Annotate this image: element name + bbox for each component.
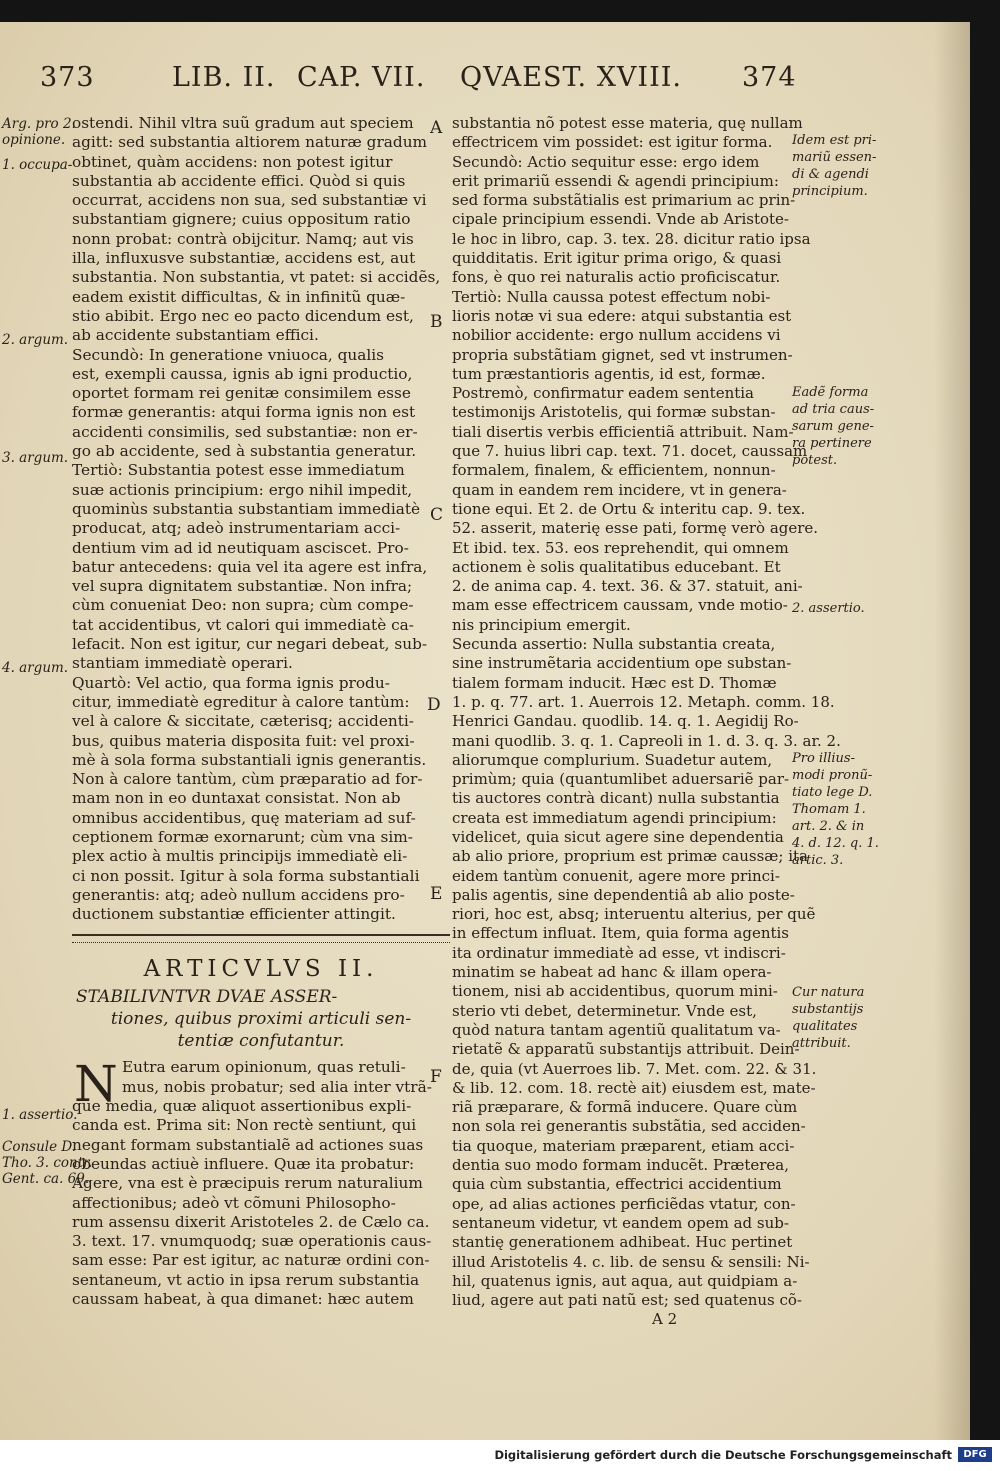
text-line: de, quia (vt Auerroes lib. 7. Met. com. 22. & 31. — [452, 1059, 817, 1078]
text-line: in effectum influat. Item, quia forma agentis — [452, 924, 790, 943]
text-line: vel supra dignitatem substantiæ. Non infra; — [72, 577, 413, 596]
page-gutter-shadow — [934, 22, 970, 1440]
text-line: Secundò: Actio sequitur esse: ergo idem — [452, 152, 760, 171]
margin-note-line: 4. d. 12. q. 1. — [792, 836, 879, 851]
text-line: nonn probat: contrà obijcitur. Namq; aut vis — [72, 229, 414, 248]
article-title: ARTICVLVS II. — [143, 956, 379, 983]
text-line: 2. de anima cap. 4. text. 36. & 37. statuit, ani- — [452, 577, 803, 596]
text-line: liud, agere aut pati natũ est; sed quatenus cõ- — [452, 1291, 802, 1310]
section-letter-d: D — [427, 695, 441, 715]
text-line: producat, atq; adeò instrumentariam acci- — [72, 519, 401, 538]
signature-mark: A 2 — [652, 1310, 678, 1329]
text-line: Quartò: Vel actio, qua forma ignis produ- — [72, 673, 390, 692]
text-line: tat accidentibus, vt calori qui immediatè ca- — [72, 615, 414, 634]
text-line: cipale principium essendi. Vnde ab Aristote- — [452, 210, 789, 229]
text-line: sam esse: Par est igitur, ac naturæ ordini con- — [72, 1251, 430, 1270]
text-line: que 7. huius libri cap. text. 71. docet, caussam — [452, 442, 808, 461]
margin-note-line: potest. — [792, 453, 838, 468]
text-line: caussam habeat, à qua dimanet: hæc autem — [72, 1290, 414, 1309]
ornamental-rule — [72, 928, 450, 950]
text-line: ductionem substantiæ efficienter attingit. — [72, 905, 396, 924]
text-line: Tertiò: Substantia potest esse immediatum — [72, 461, 405, 480]
text-line: que media, quæ aliquot assertionibus expli- — [72, 1097, 412, 1116]
text-line: ab accidente substantiam effici. — [72, 326, 319, 345]
text-line: 52. asserit, materię esse pati, formę verò agere. — [452, 519, 819, 538]
margin-note-line: principium. — [792, 184, 868, 199]
header-chapter: CAP. VII. — [297, 62, 426, 93]
right-margin-note — [792, 132, 912, 200]
header-book: LIB. II. — [172, 62, 276, 93]
margin-note-line: 3. argum. — [2, 450, 69, 466]
margin-note-line: 2. assertio. — [792, 601, 865, 616]
text-line: Agere, vna est è præcipuis rerum naturalium — [72, 1174, 423, 1193]
margin-note-line: 1. occupa- — [2, 157, 73, 173]
right-margin-note — [792, 750, 912, 869]
text-line: actionem è solis qualitatibus educebant. Et — [452, 557, 781, 576]
text-line: Henrici Gandau. quodlib. 14. q. 1. Aegidij Ro- — [452, 712, 799, 731]
text-line: tia quoque, materiam præparent, etiam acci- — [452, 1136, 795, 1155]
text-line: hil, quatenus ignis, aut aqua, aut quidpiam a- — [452, 1271, 798, 1290]
text-line: oportet formam rei genitæ consimilem esse — [72, 384, 411, 403]
text-line: illud Aristotelis 4. c. lib. de sensu & sensili: Ni- — [452, 1252, 810, 1271]
text-line: stantiam immediatè operari. — [72, 654, 293, 673]
text-line: formæ generantis: atqui forma ignis non est — [72, 403, 416, 422]
right-margin-note — [792, 600, 912, 617]
margin-note-line: opinione. — [2, 132, 66, 148]
text-line: negant formam substantialẽ ad actiones suas — [72, 1135, 424, 1154]
text-line: stantię generationem adhibeat. Huc pertinet — [452, 1233, 793, 1252]
text-line: videlicet, quia sicut agere sine dependentia — [452, 827, 784, 846]
margin-note-line: Idem est pri- — [792, 133, 877, 148]
text-line: bus, quibus materia disposita fuit: vel proxi- — [72, 731, 415, 750]
margin-note-line: Gent. ca. 69. — [2, 1171, 90, 1187]
left-margin-note — [2, 116, 76, 148]
margin-note-line: tiato lege D. — [792, 785, 873, 800]
text-line: ceptionem formæ exornarunt; cùm vna sim- — [72, 827, 413, 846]
dfg-logo: DFG — [958, 1447, 992, 1462]
text-line: est, exempli caussa, ignis ab igni productio, — [72, 364, 413, 383]
text-line: tum præstantioris agentis, id est, formæ. — [452, 364, 766, 383]
margin-note-line: ra pertinere — [792, 436, 872, 451]
page-number-right: 374 — [742, 62, 797, 93]
text-line: omnibus accidentibus, quę materiam ad suf- — [72, 808, 416, 827]
text-line: tionem, nisi ab accidentibus, quorum mini- — [452, 982, 778, 1001]
text-line: Eutra earum opinionum, quas retuli- — [122, 1058, 406, 1077]
text-line: substantia. Non substantia, vt patet: si accidẽs, — [72, 268, 441, 287]
text-line: ope, ad alias actiones perficiẽdas vtatur, con- — [452, 1194, 796, 1213]
text-line: quominùs substantia substantiam immediatè — [72, 499, 421, 518]
article-paragraph — [72, 1055, 450, 1309]
text-line: palis agentis, sine dependentiâ ab alio poste- — [452, 885, 795, 904]
text-line: canda est. Prima sit: Non rectè sentiunt, qui — [72, 1116, 417, 1135]
left-margin-note — [2, 157, 72, 173]
text-line: vel à calore & siccitate, cæterisq; accidenti- — [72, 712, 414, 731]
text-line: cùm conueniat Deo: non supra; cùm compe- — [72, 596, 414, 615]
margin-note-line: Arg. pro 2. — [2, 116, 76, 132]
text-line: sine instrumẽtaria accidentium ope substan- — [452, 654, 792, 673]
margin-note-line: substantijs — [792, 1002, 864, 1017]
digitization-footer — [0, 1440, 1000, 1471]
text-line: ita ordinatur immediatè ad esse, vt indiscri- — [452, 943, 786, 962]
margin-note-line: artic. 3. — [792, 853, 844, 868]
text-line: dentium vim ad id neutiquam asciscet. Pro- — [72, 538, 409, 557]
text-line: sentaneum videtur, vt eandem opem ad sub- — [452, 1213, 789, 1232]
text-line: suæ actionis principium: ergo nihil impedit, — [72, 480, 413, 499]
text-line: affectionibus; adeò vt cõmuni Philosopho- — [72, 1193, 396, 1212]
margin-note-line: attribuit. — [792, 1036, 851, 1051]
text-line: erit primariũ essendi & agendi principium: — [452, 171, 779, 190]
text-line: minatim se habeat ad hanc & illam opera- — [452, 963, 772, 982]
text-line: aliorumque complurium. Suadetur autem, — [452, 750, 773, 769]
text-line: quidditatis. Erit igitur prima origo, & quasi — [452, 249, 782, 268]
right-margin-note — [792, 384, 912, 469]
text-line: sterio vti debet, determinetur. Vnde est, — [452, 1001, 757, 1020]
article-subtitle-line: tentiæ confutantur. — [177, 1031, 345, 1052]
drop-cap: N — [74, 1055, 118, 1114]
text-line: effectricem vim possidet: est igitur forma. — [452, 133, 773, 152]
left-column — [72, 114, 450, 1309]
margin-note-line: Cur natura — [792, 985, 865, 1000]
text-line: lefacit. Non est igitur, cur negari debeat, sub- — [72, 635, 428, 654]
text-line: obeundas actiuè influere. Quæ ita probatur: — [72, 1154, 415, 1173]
text-line: nobilior accidente: ergo nullum accidens vi — [452, 326, 781, 345]
text-line: & lib. 12. com. 18. rectè ait) eiusdem est, mate- — [452, 1078, 816, 1097]
text-line: ostendi. Nihil vltra suũ gradum aut speciem — [72, 114, 414, 132]
text-line: substantia ab accidente effici. Quòd si quis — [72, 171, 406, 190]
text-line: eidem tantùm conuenit, agere more princi- — [452, 866, 780, 885]
text-line: formalem, finalem, & efficientem, nonnun- — [452, 461, 776, 480]
text-line: Secundò: In generatione vniuoca, qualis — [72, 345, 385, 364]
margin-note-line: 1. assertio. — [2, 1107, 78, 1123]
text-line: ci non possit. Igitur à sola forma substantiali — [72, 866, 420, 885]
text-line: creata est immediatum agendi principium: — [452, 808, 777, 827]
header-question: QVAEST. XVIII. — [460, 62, 683, 93]
text-line: 1. p. q. 77. art. 1. Auerrois 12. Metaph. comm. 18. — [452, 692, 835, 711]
margin-note-line: qualitates — [792, 1019, 858, 1034]
text-line: 3. text. 17. vnumquodq; suæ operationis caus- — [72, 1232, 432, 1251]
text-line: ab alio priore, proprium est primæ caussæ; ita — [452, 847, 808, 866]
margin-note-line: di & agendi — [792, 167, 869, 182]
article-subtitle-line: tiones, quibus proximi articuli sen- — [110, 1009, 412, 1030]
margin-note-line: Pro illius- — [792, 751, 855, 766]
left-margin-note — [2, 332, 72, 348]
text-line: rietatẽ & apparatũ substantijs attribuit. Dein- — [452, 1040, 800, 1059]
section-letter-f: F — [430, 1067, 442, 1087]
margin-note-line: sarum gene- — [792, 419, 874, 434]
text-line: stio abibit. Ergo nec eo pacto dicendum est, — [72, 306, 414, 325]
text-line: agitt: sed substantia altiorem naturæ gradum — [72, 133, 428, 152]
text-line: quia cùm substantia, effectrici accidentium — [452, 1175, 782, 1194]
page-number-left: 373 — [40, 62, 95, 93]
text-line: riori, hoc est, absq; interuentu alterius, per quẽ — [452, 905, 816, 924]
left-margin-note — [2, 1139, 93, 1187]
text-line: fons, è quo rei naturalis actio proficiscatur. — [452, 268, 781, 287]
margin-note-line: mariũ essen- — [792, 150, 877, 165]
text-line: mam esse effectricem caussam, vnde motio- — [452, 596, 788, 615]
margin-note-line: art. 2. & in — [792, 819, 865, 834]
margin-note-line: Tho. 3. contr. — [2, 1155, 93, 1171]
text-line: batur antecedens: quia vel ita agere est infra, — [72, 557, 428, 576]
text-line: rum assensu dixerit Aristoteles 2. de Cælo ca. — [72, 1212, 430, 1231]
text-line: quòd natura tantam agentiũ qualitatum va- — [452, 1020, 781, 1039]
footer-credit: Digitalisierung gefördert durch die Deutsche Forschungsgemeinschaft — [494, 1448, 952, 1462]
margin-note-line: 2. argum. — [2, 332, 69, 348]
text-line: dentia suo modo formam inducẽt. Præterea, — [452, 1156, 789, 1175]
text-line: mè à sola forma substantiali ignis generantis. — [72, 750, 427, 769]
text-line: citur, immediatè egreditur à calore tantùm: — [72, 692, 410, 711]
margin-note-line: Consule D. — [2, 1139, 77, 1155]
text-line: le hoc in libro, cap. 3. tex. 28. dicitur ratio ipsa — [452, 229, 811, 248]
text-line: Non à calore tantùm, cùm præparatio ad for- — [72, 770, 423, 789]
text-line: substantia nõ potest esse materia, quę nullam — [452, 114, 803, 132]
text-line: Secunda assertio: Nulla substantia creata, — [452, 635, 776, 654]
margin-note-line: 4. argum. — [2, 660, 69, 676]
text-line: primùm; quia (quantumlibet aduersariẽ par- — [452, 770, 790, 789]
article-subtitle-line: STABILIVNTVR DVAE ASSER- — [76, 987, 338, 1008]
section-letter-b: B — [430, 312, 443, 332]
text-line: plex actio à multis principijs immediatè eli- — [72, 847, 408, 866]
text-line: obtinet, quàm accidens: non potest igitur — [72, 152, 393, 171]
left-margin-note — [2, 660, 72, 676]
book-page — [0, 22, 970, 1440]
left-column-text-continued — [72, 1097, 450, 1309]
section-letter-e: E — [430, 884, 443, 904]
left-margin-note — [2, 450, 72, 466]
text-line: nis principium emergit. — [452, 615, 631, 634]
margin-note-line: ad tria caus- — [792, 402, 875, 417]
section-letter-a: A — [430, 118, 443, 138]
text-line: quam in eandem rem incidere, vt in genera- — [452, 480, 787, 499]
running-header — [0, 62, 970, 102]
text-line: illa, influxusve substantiæ, accidens est, aut — [72, 249, 416, 268]
right-margin-note — [792, 984, 912, 1052]
text-line: testimonijs Aristotelis, qui formæ substan- — [452, 403, 776, 422]
text-line: sed forma substãtialis est primarium ac prin- — [452, 191, 796, 210]
text-line: tis auctores contrà dicant) nulla substantia — [452, 789, 780, 808]
text-line: go ab accidente, sed à substantia generatur. — [72, 442, 417, 461]
text-line: Tertiò: Nulla caussa potest effectum nobi- — [452, 287, 771, 306]
text-line: generantis: atq; adeò nullum accidens pro- — [72, 885, 405, 904]
text-line: mani quodlib. 3. q. 1. Capreoli in 1. d. 3. q. 3. ar. 2. — [452, 731, 841, 750]
text-line: accidenti consimilis, sed substantiæ: non er- — [72, 422, 418, 441]
text-line: mus, nobis probatur; sed alia inter vtrã- — [122, 1077, 432, 1096]
text-line: substantiam gignere; cuius oppositum ratio — [72, 210, 411, 229]
section-letter-c: C — [430, 505, 444, 525]
text-line: riã præparare, & formã inducere. Quare cùm — [452, 1098, 798, 1117]
left-column-text — [72, 114, 450, 924]
text-line: Postremò, confirmatur eadem sententia — [452, 384, 754, 403]
text-line: occurrat, accidens non sua, sed substantiæ vi — [72, 191, 427, 210]
text-line: sentaneum, vt actio in ipsa rerum substantia — [72, 1270, 420, 1289]
margin-note-line: Thomam 1. — [792, 802, 866, 817]
text-line: eadem existit difficultas, & in infinitũ quæ- — [72, 287, 406, 306]
margin-note-line: modi pronũ- — [792, 768, 873, 783]
left-margin-note — [2, 1107, 78, 1123]
text-line: tialem formam inducit. Hæc est D. Thomæ — [452, 673, 777, 692]
text-line: lioris notæ vi sua edere: atqui substantia est — [452, 306, 792, 325]
text-line: non sola rei generantis substãtia, sed acciden- — [452, 1117, 806, 1136]
text-line: propria substãtiam gignet, sed vt instrumen- — [452, 345, 793, 364]
text-line: Et ibid. tex. 53. eos reprehendit, qui omnem — [452, 538, 789, 557]
text-line: tiali disertis verbis efficientiã attribuit. Nam- — [452, 422, 794, 441]
text-line: tione equi. Et 2. de Ortu & interitu cap. 9. tex. — [452, 499, 806, 518]
margin-note-line: Eadẽ forma — [792, 385, 869, 400]
text-line: mam non in eo duntaxat consistat. Non ab — [72, 789, 401, 808]
